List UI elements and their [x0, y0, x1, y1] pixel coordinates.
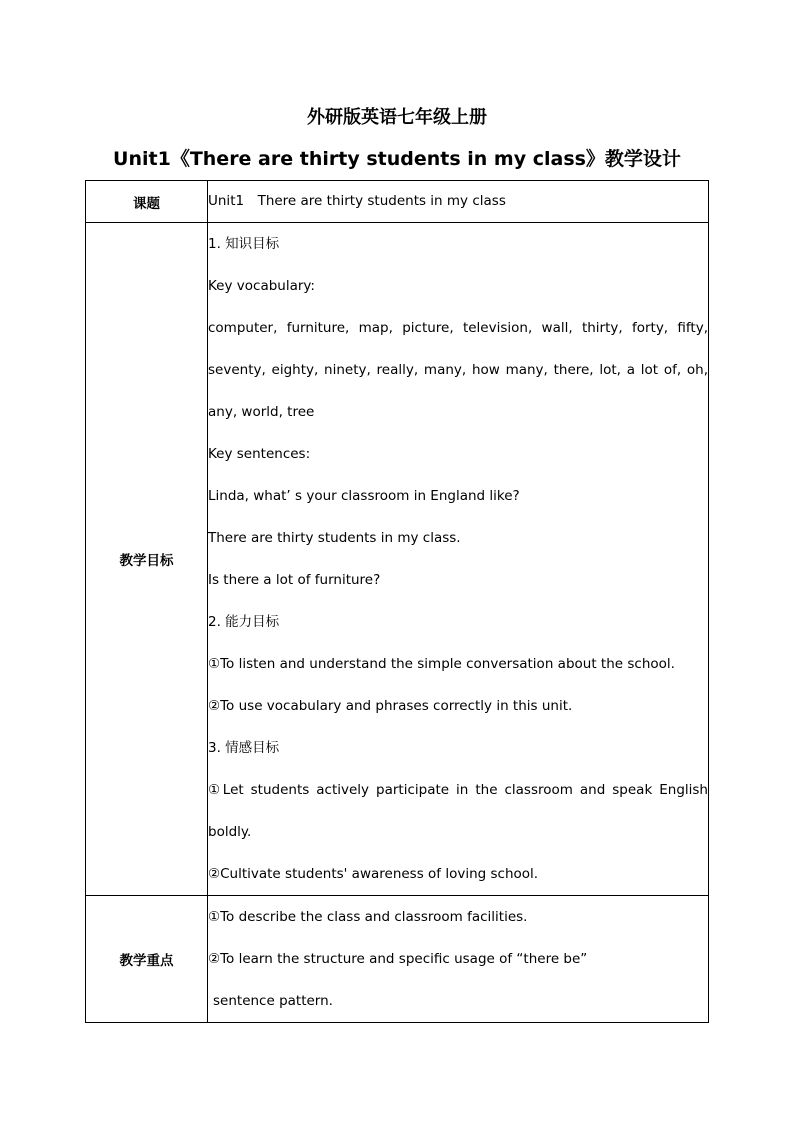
- objectives-line: 1. 知识目标: [208, 236, 280, 252]
- objectives-line: Linda, what’ s your classroom in England like?: [208, 488, 520, 504]
- key-points-line: ②To learn the structure and specific usage of “there be”: [208, 951, 588, 967]
- topic-label: 课题: [86, 181, 208, 223]
- key-points-line: sentence pattern.: [213, 993, 333, 1009]
- objectives-line: computer, furniture, map, picture, television, wall, thirty, forty, fifty,: [208, 320, 708, 336]
- table-row-topic: [86, 181, 709, 223]
- objectives-label: 教学目标: [86, 223, 208, 896]
- objectives-line: any, world, tree: [208, 404, 315, 420]
- document-title: 外研版英语七年级上册: [307, 107, 487, 128]
- lesson-plan-table: [85, 180, 709, 1023]
- objectives-line: ①Let students actively participate in the classroom and speak English: [208, 782, 708, 798]
- topic-value: Unit1 There are thirty students in my class: [208, 193, 506, 209]
- objectives-line: There are thirty students in my class.: [208, 530, 461, 546]
- objectives-cell: [208, 223, 709, 896]
- objectives-line: ②Cultivate students' awareness of loving school.: [208, 866, 539, 882]
- objectives-line: 3. 情感目标: [208, 740, 280, 756]
- table-row-key-points: [86, 896, 709, 1023]
- objectives-line: boldly.: [208, 824, 252, 840]
- objectives-line: 2. 能力目标: [208, 614, 280, 630]
- key-points-line: ①To describe the class and classroom facilities.: [208, 909, 528, 925]
- objectives-line: seventy, eighty, ninety, really, many, how many, there, lot, a lot of, oh,: [208, 362, 708, 378]
- objectives-line: Is there a lot of furniture?: [208, 572, 381, 588]
- table-row-objectives: [86, 223, 709, 896]
- objectives-line: Key sentences:: [208, 446, 311, 462]
- objectives-line: Key vocabulary:: [208, 278, 315, 294]
- key-points-label: 教学重点: [86, 896, 208, 1023]
- document-subtitle: Unit1《There are thirty students in my class》教学设计: [113, 148, 681, 170]
- key-points-cell: [208, 896, 709, 1023]
- topic-value-cell: [208, 181, 709, 223]
- objectives-line: ②To use vocabulary and phrases correctly in this unit.: [208, 698, 573, 714]
- objectives-line: ①To listen and understand the simple conversation about the school.: [208, 656, 675, 672]
